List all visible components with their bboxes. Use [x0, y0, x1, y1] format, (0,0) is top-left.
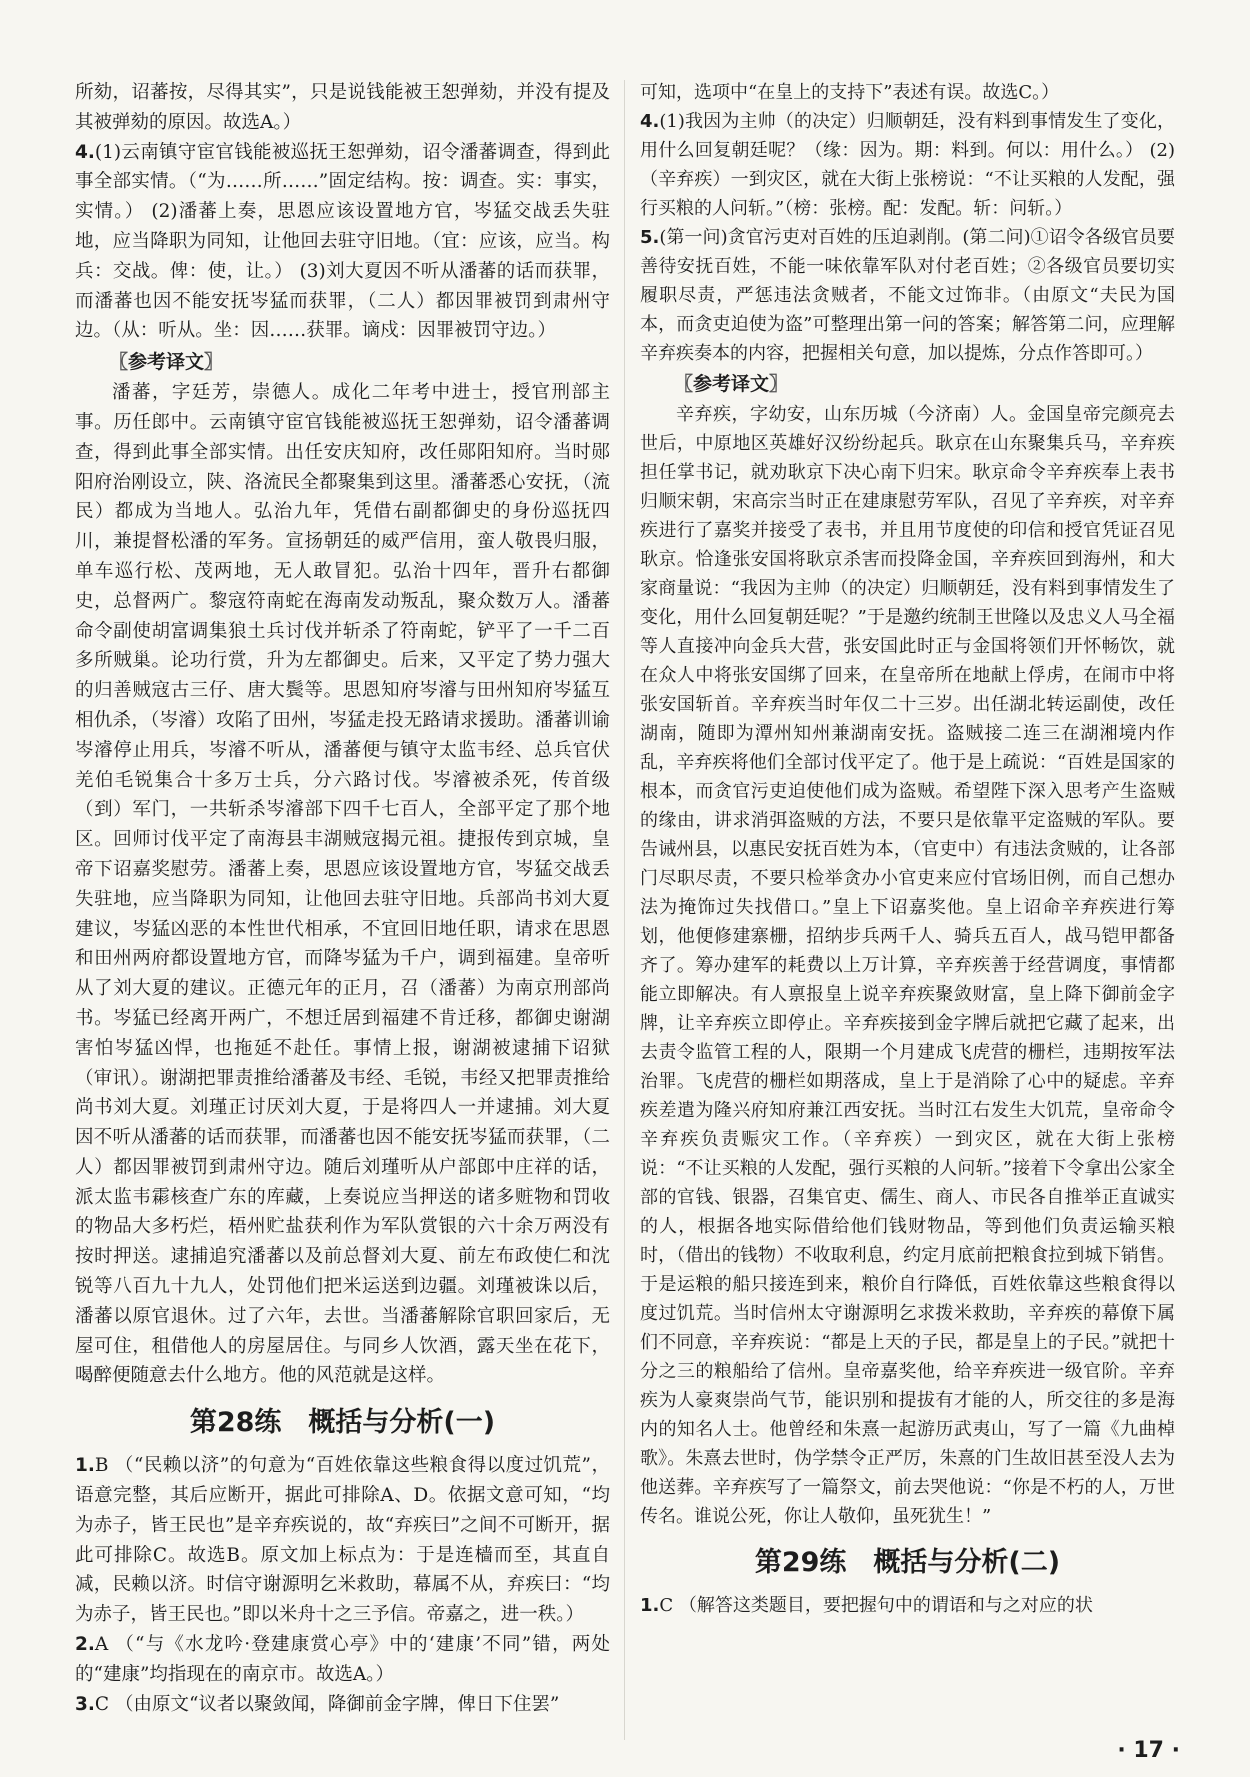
answer-1 [640, 1591, 1175, 1620]
answer-2 [75, 1630, 610, 1690]
section-title-29: 第29练 概括与分析(二) [754, 1547, 1061, 1578]
question-number: 2. [75, 1634, 95, 1656]
answer-4 [640, 107, 1175, 223]
page-number: · 17 · [1117, 1738, 1180, 1763]
answer-5 [640, 223, 1175, 368]
question-number: 5. [640, 227, 660, 248]
answer-3 [75, 1690, 610, 1720]
answer-text: (第一问)贪官污吏对百姓的压迫剥削。(第二问)①诏令各级官员要善待安抚百姓，不能一味依靠军队对付老百姓；②各级官员要切实履职尽责，严惩违法贪贼者，不能文过饰非。（由原文“夫民为国本，而贪吏迫使为盗”可整理出第一问的答案；解答第二问，应理解辛弃疾奏本的内容，把握相关句意，加以提炼，分点作答即可。） [640, 227, 1175, 364]
question-number: 4. [75, 141, 95, 163]
right-column [640, 78, 1175, 1620]
question-number: 3. [75, 1693, 95, 1715]
answer-text: C （由原文“议者以聚敛闻，降御前金字牌，俾日下住罢” [94, 1693, 560, 1715]
answer-text: C （解答这类题目，要把握句中的谓语和与之对应的状 [659, 1595, 1093, 1616]
answer-text: (1)云南镇守宦官钱能被巡抚王恕弹劾，诏令潘蕃调查，得到此事全部实情。（“为……所……”固定结构。按：调查。实：事实，实情。） (2)潘蕃上奏，思恩应该设置地方官，岑猛交战丢失驻地，应当降职为同知，让他回去驻守旧地。（宜：应该，应当。构兵：交战。俾：使，让。） (3)刘大夏因不听从潘蕃的话而获罪，而潘蕃也因不能安抚岑猛而获罪，（二人）都因罪被罚到肃州守边。（从：听从。坐：因……获罪。谪戍：因罪被罚守边。） [75, 141, 610, 342]
answer-text: A （“与《水龙吟·登建康赏心亭》中的‘建康’不同”错，两处的“建康”均指现在的南京市。故选A。） [75, 1634, 610, 1685]
answer-1 [75, 1451, 610, 1630]
reference-translation: 潘蕃，字廷芳，崇德人。成化二年考中进士，授官刑部主事。历任郎中。云南镇守宦官钱能被巡抚王恕弹劾，诏令潘蕃调查，得到此事全部实情。出任安庆知府，改任郧阳知府。当时郧阳府治刚设立，陕、洛流民全都聚集到这里。潘蕃悉心安抚，（流民）都成为当地人。弘治九年，凭借右副都御史的身份巡抚四川，兼提督松潘的军务。宣扬朝廷的威严信用，蛮人敬畏归服，单车巡行松、茂两地，无人敢冒犯。弘治十四年，晋升右都御史，总督两广。黎寇符南蛇在海南发动叛乱，聚众数万人。潘蕃命令副使胡富调集狼土兵讨伐并斩杀了符南蛇，铲平了一千二百多所贼巢。论功行赏，升为左都御史。后来，又平定了势力强大的归善贼寇古三仔、唐大鬓等。思恩知府岑濬与田州知府岑猛互相仇杀，（岑濬）攻陷了田州，岑猛走投无路请求援助。潘蕃训谕岑濬停止用兵，岑濬不听从，潘蕃便与镇守太监韦经、总兵官伏羌伯毛锐集合十多万士兵，分六路讨伐。岑濬被杀死，传首级（到）军门，一共斩杀岑濬部下四千七百人，全部平定了那个地区。回师讨伐平定了南海县丰湖贼寇揭元祖。捷报传到京城，皇帝下诏嘉奖慰劳。潘蕃上奏，思恩应该设置地方官，岑猛交战丢失驻地，应当降职为同知，让他回去驻守旧地。兵部尚书刘大夏建议，岑猛凶恶的本性世代相承，不宜回旧地任职，请求在思恩和田州两府都设置地方官，而降岑猛为千户，调到福建。皇帝听从了刘大夏的建议。正德元年的正月，召（潘蕃）为南京刑部尚书。岑猛已经离开两广，不想迁居到福建不肯迁移，都御史谢湖害怕岑猛凶悍，也拖延不赴任。事情上报，谢湖被逮捕下诏狱（审讯）。谢湖把罪责推给潘蕃及韦经、毛锐，韦经又把罪责推给尚书刘大夏。刘瑾正讨厌刘大夏，于是将四人一并逮捕。刘大夏因不听从潘蕃的话而获罪，而潘蕃也因不能安抚岑猛而获罪，（二人）都因罪被罚到肃州守边。随后刘瑾听从户部郎中庄祥的话，派太监韦霦核查广东的库藏，上奏说应当押送的诸多赃物和罚收的物品大多朽烂，梧州贮盐获利作为军队赏银的六十余万两没有按时押送。逮捕追究潘蕃以及前总督刘大夏、前左布政使仁和沈锐等八百九十九人，处罚他们把米运送到边疆。刘瑾被诛以后，潘蕃以原官退休。过了六年，去世。当潘蕃解除官职回家后，无屋可住，租借他人的房屋居住。与同乡人饮酒，露天坐在花下，喝醉便随意去什么地方。他的风范就是这样。 [75, 382, 610, 1387]
question-number: 4. [640, 111, 660, 132]
left-column [75, 78, 610, 1719]
answer-continuation: 所劾，诏蕃按，尽得其实”，只是说钱能被王恕弹劾，并没有提及其被弹劾的原因。故选A。） [75, 82, 610, 133]
answer-4 [75, 138, 610, 347]
reference-translation: 辛弃疾，字幼安，山东历城（今济南）人。金国皇帝完颜亮去世后，中原地区英雄好汉纷纷起兵。耿京在山东聚集兵马，辛弃疾担任掌书记，就劝耿京下决心南下归宋。耿京命令辛弃疾奉上表书归顺宋朝，宋高宗当时正在建康慰劳军队，召见了辛弃疾，对辛弃疾进行了嘉奖并接受了表书，并且用节度使的印信和授官凭证召见耿京。恰逢张安国将耿京杀害而投降金国，辛弃疾回到海州，和大家商量说：“我因为主帅（的决定）归顺朝廷，没有料到事情发生了变化，用什么回复朝廷呢？”于是邀约统制王世隆以及忠义人马全福等人直接冲向金兵大营，张安国此时正与金国将领们开怀畅饮，就在众人中将张安国绑了回来，在皇帝所在地献上俘虏，在闹市中将张安国斩首。辛弃疾当时年仅二十三岁。出任湖北转运副使，改任湖南，随即为潭州知州兼湖南安抚。盗贼接二连三在湖湘境内作乱，辛弃疾将他们全部讨伐平定了。他于是上疏说：“百姓是国家的根本，而贪官污吏迫使他们成为盗贼。希望陛下深入思考产生盗贼的缘由，讲求消弭盗贼的方法，不要只是依靠平定盗贼的军队。要告诫州县，以惠民安抚百姓为本，（官吏中）有违法贪贼的，让各部门尽职尽责，不要只检举贪办小官吏来应付官场旧例，而自己想办法为掩饰过失找借口。”皇上下诏嘉奖他。皇上诏命辛弃疾进行筹划，他便修建寨栅，招纳步兵两千人、骑兵五百人，战马铠甲都备齐了。筹办建军的耗费以上万计算，辛弃疾善于经营调度，事情都能立即解决。有人禀报皇上说辛弃疾聚敛财富，皇上降下御前金字牌，让辛弃疾立即停止。辛弃疾接到金字牌后就把它藏了起来，出去责令监管工程的人，限期一个月建成飞虎营的栅栏，违期按军法治罪。飞虎营的栅栏如期落成，皇上于是消除了心中的疑虑。辛弃疾差遣为隆兴府知府兼江西安抚。当时江右发生大饥荒，皇帝命令辛弃疾负责赈灾工作。（辛弃疾）一到灾区，就在大街上张榜说：“不让买粮的人发配，强行买粮的人问斩。”接着下令拿出公家全部的官钱、银器，召集官吏、儒生、商人、市民各自推举正直诚实的人，根据各地实际借给他们钱财物品，等到他们负责运输买粮时，（借出的钱物）不收取利息，约定月底前把粮食拉到城下销售。于是运粮的船只接连到来，粮价自行降低，百姓依靠这些粮食得以度过饥荒。当时信州太守谢源明乞求拨米救助，辛弃疾的幕僚下属们不同意，辛弃疾说：“都是上天的子民，都是皇上的子民。”就把十分之三的粮船给了信州。皇帝嘉奖他，给辛弃疾进一级官阶。辛弃疾为人豪爽崇尚气节，能识别和提拔有才能的人，所交往的多是海内的知名人士。他曾经和朱熹一起游历武夷山，写了一篇《九曲棹歌》。朱熹去世时，伪学禁令正严厉，朱熹的门生故旧甚至没人去为他送葬。辛弃疾写了一篇祭文，前去哭他说：“你是不朽的人，万世传名。谁说公死，你让人敬仰，虽死犹生！” [640, 404, 1175, 1527]
reference-translation-tag: 〖 参考译文 〗 [670, 370, 792, 398]
question-number: 1. [640, 1595, 660, 1616]
answer-continuation: 可知，选项中“在皇上的支持下”表述有误。故选C。） [640, 82, 1060, 103]
reference-translation-tag: 〖 参考译文 〗 [105, 348, 227, 376]
question-number: 1. [75, 1455, 95, 1477]
answer-text: B （“民赖以济”的句意为“百姓依靠这些粮食得以度过饥荒”，语意完整，其后应断开，据此可排除A、D。依据文意可知，“均为赤子，皆王民也”是辛弃疾说的，故“弃疾曰”之间不可断开，据此可排除C。故选B。原文加上标点为：于是连樯而至，其直自减，民赖以济。时信守谢源明乞米救助，幕属不从，弃疾曰：“均为赤子，皆王民也。”即以米舟十之三予信。帝嘉之，进一秩。） [75, 1455, 610, 1626]
section-title-28: 第28练 概括与分析(一) [189, 1407, 496, 1439]
column-divider [624, 80, 625, 1740]
answer-text: (1)我因为主帅（的决定）归顺朝廷，没有料到事情发生了变化，用什么回复朝廷呢？（缘：因为。期：料到。何以：用什么。） (2)（辛弃疾）一到灾区，就在大街上张榜说：“不让买粮的人发配，强行买粮的人问斩。”（榜：张榜。配：发配。斩：问斩。） [640, 111, 1175, 219]
